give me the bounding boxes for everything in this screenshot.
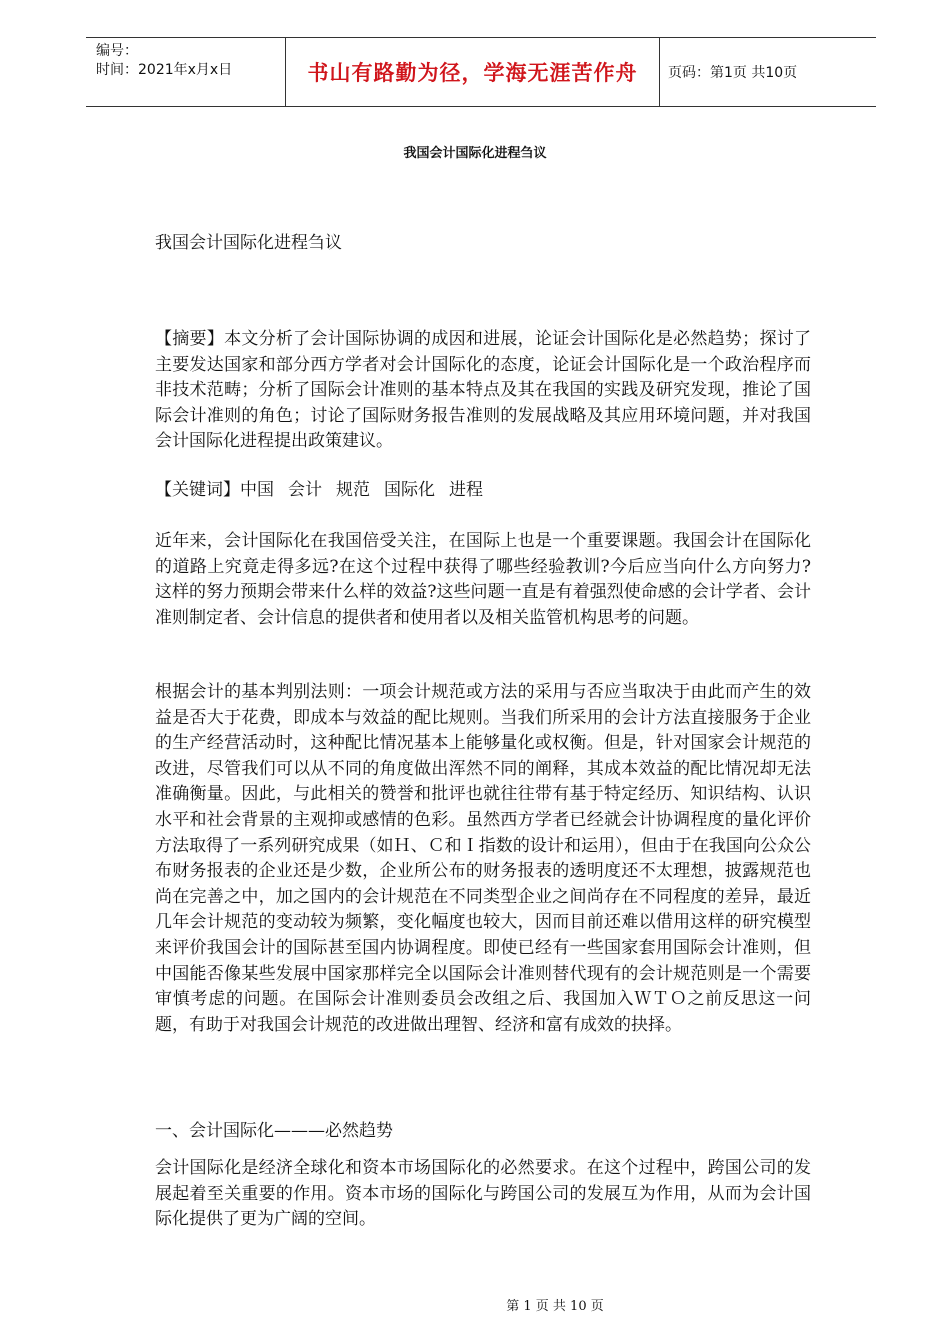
method-paragraph: 根据会计的基本判别法则：一项会计规范或方法的采用与否应当取决于由此而产生的效益是否大于花费，即成本与效益的配比规则。当我们所采用的会计方法直接服务于企业的生产经营活动时，这种配比情况基本上能够量化或权衡。但是，针对国家会计规范的改进，尽管我们可以从不同的角度做出浑然不同的阐释，其成本效益的配比情况却无法准确衡量。因此，与此相关的赞誉和批评也就往往带有基于特定经历、知识结构、认识水平和社会背景的主观抑或感情的色彩。虽然西方学者已经就会计协调程度的量化评价方法取得了一系列研究成果（如Ｈ、Ｃ和Ｉ指数的设计和运用），但由于在我国向公众公布财务报表的企业还是少数，企业所公布的财务报表的透明度还不太理想，披露规范也尚在完善之中，加之国内的会计规范在不同类型企业之间尚存在不同程度的差异，最近几年会计规范的变动较为频繁，变化幅度也较大，因而目前还难以借用这样的研究模型来评价我国会计的国际甚至国内协调程度。即使已经有一些国家套用国际会计准则，但中国能否像某些发展中国家那样完全以国际会计准则替代现有的会计规范则是一个需要审慎考虑的问题。在国际会计准则委员会改组之后、我国加入ＷＴＯ之前反思这一问题，有助于对我国会计规范的改进做出理智、经济和富有成效的抉择。 xyxy=(155,682,811,1035)
header-motto: 书山有路勤为径，学海无涯苦作舟 xyxy=(286,38,660,106)
keyword: 会计 xyxy=(288,480,322,500)
keyword: 规范 xyxy=(336,480,370,500)
keyword: 中国 xyxy=(240,480,274,500)
document-title: 我国会计国际化进程刍议 xyxy=(403,146,547,161)
abstract-paragraph: 【摘要】本文分析了会计国际协调的成因和进展，论证会计国际化是必然趋势；探讨了主要发达国家和部分西方学者对会计国际化的态度，论证会计国际化是一个政治程序而非技术范畴；分析了国际会计准则的基本特点及其在我国的实践及研究发现，推论了国际会计准则的角色；讨论了国际财务报告准则的发展战略及其应用环境问题，并对我国会计国际化进程提出政策建议。 xyxy=(155,329,811,452)
keyword: 国际化 xyxy=(384,480,435,500)
intro-paragraph: 近年来，会计国际化在我国倍受关注，在国际上也是一个重要课题。我国会计在国际化的道路上究竟走得多远?在这个过程中获得了哪些经验教训?今后应当向什么方向努力?这样的努力预期会带来什么样的效益?这些问题一直是有着强烈使命感的会计学者、会计准则制定者、会计信息的提供者和使用者以及相关监管机构思考的问题。 xyxy=(155,531,811,628)
keywords-label: 【关键词】 xyxy=(155,480,240,500)
header-page-info: 页码：第1页 共10页 xyxy=(668,65,798,81)
section-paragraph: 会计国际化是经济全球化和资本市场国际化的必然要求。在这个过程中，跨国公司的发展起着至关重要的作用。资本市场的国际化与跨国公司的发展互为作用，从而为会计国际化提供了更为广阔的空间。 xyxy=(155,1158,811,1230)
page-header xyxy=(86,37,876,107)
document-subtitle: 我国会计国际化进程刍议 xyxy=(155,233,342,253)
section-heading: 一、会计国际化———必然趋势 xyxy=(155,1121,393,1141)
keywords-line xyxy=(155,478,811,504)
document-number-label: 编号： xyxy=(96,43,138,59)
keyword: 进程 xyxy=(449,480,483,500)
document-time: 时间：2021年x月x日 xyxy=(96,62,233,78)
header-meta xyxy=(86,38,286,106)
page-footer: 第 1 页 共 10 页 xyxy=(506,1299,604,1314)
